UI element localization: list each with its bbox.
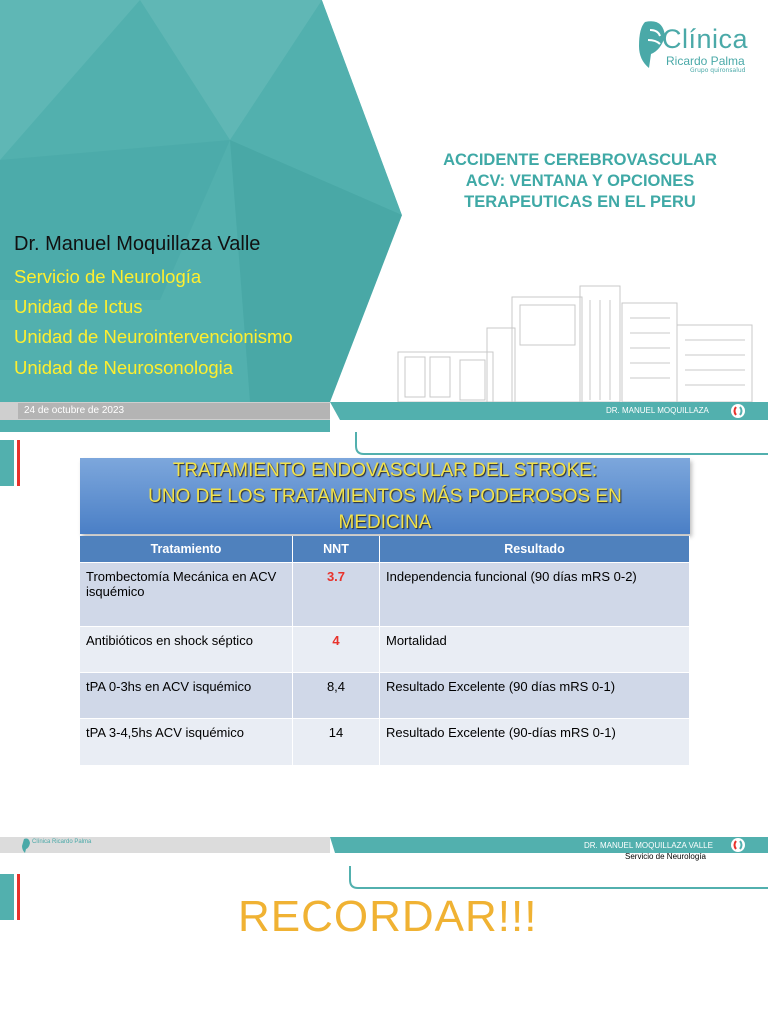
column-header-nnt: NNT [293, 536, 380, 563]
title-slide [0, 0, 768, 432]
presentation-title [405, 150, 755, 213]
reminder-slide [0, 866, 768, 1024]
nnt-cell: 3.7 [293, 563, 380, 627]
author-name: Dr. Manuel Moquillaza Valle [14, 233, 261, 255]
presentation-date: 24 de octubre de 2023 [24, 405, 125, 416]
footer-logo-icon [731, 404, 745, 418]
table-row [80, 673, 690, 719]
affiliation-item: Unidad de Neurointervencionismo [14, 326, 293, 347]
nnt-cell: 4 [293, 627, 380, 673]
hospital-building-illustration [398, 286, 752, 402]
treatment-cell: Trombectomía Mecánica en ACV isquémico [80, 563, 293, 627]
affiliation-item: Unidad de Ictus [14, 296, 143, 317]
column-header-treatment: Tratamiento [80, 536, 293, 563]
result-cell: Resultado Excelente (90-días mRS 0-1) [380, 719, 690, 765]
footer-department: Servicio de Neurología [625, 852, 706, 861]
clinica-logo-name: Clínica [662, 24, 749, 54]
result-cell: Resultado Excelente (90 días mRS 0-1) [380, 673, 690, 719]
affiliation-item: Unidad de Neurosonologia [14, 357, 234, 378]
treatment-slide [0, 432, 768, 862]
footer-logo-icon [731, 838, 745, 852]
presentation-title-line: ACV: VENTANA Y OPCIONES [465, 172, 695, 190]
table-row [80, 563, 690, 627]
slide-title-line: TRATAMIENTO ENDOVASCULAR DEL STROKE: [172, 460, 598, 481]
treatment-cell: tPA 0-3hs en ACV isquémico [80, 673, 293, 719]
nnt-cell: 8,4 [293, 673, 380, 719]
result-cell: Independencia funcional (90 días mRS 0-2) [380, 563, 690, 627]
table-row [80, 627, 690, 673]
slide-title-line: MEDICINA [338, 512, 432, 533]
nnt-comparison-table [80, 536, 690, 765]
presentation-title-line: ACCIDENTE CEREBROVASCULAR [443, 151, 717, 169]
clinica-logo-group: Grupo quironsalud [690, 67, 746, 74]
slide-title-banner [80, 458, 690, 534]
reminder-slide-decor [0, 866, 768, 1024]
footer-logo-text: Clínica Ricardo Palma [32, 839, 92, 845]
footer-author: DR. MANUEL MOQUILLAZA [606, 406, 709, 415]
table-row [80, 719, 690, 765]
presentation-title-line: TERAPEUTICAS EN EL PERU [464, 193, 696, 211]
footer-author: DR. MANUEL MOQUILLAZA VALLE [584, 841, 713, 850]
result-cell: Mortalidad [380, 627, 690, 673]
column-header-result: Resultado [380, 536, 690, 563]
nnt-cell: 14 [293, 719, 380, 765]
affiliation-item: Servicio de Neurología [14, 266, 202, 287]
slide-title [80, 458, 690, 536]
reminder-heading: RECORDAR!!! [238, 892, 538, 941]
clinica-logo-subtitle: Ricardo Palma [666, 54, 745, 68]
slide-title-line: UNO DE LOS TRATAMIENTOS MÁS PODEROSOS EN [148, 486, 622, 507]
treatment-cell: tPA 3-4,5hs ACV isquémico [80, 719, 293, 765]
treatment-cell: Antibióticos en shock séptico [80, 627, 293, 673]
table-header-row [80, 536, 690, 563]
